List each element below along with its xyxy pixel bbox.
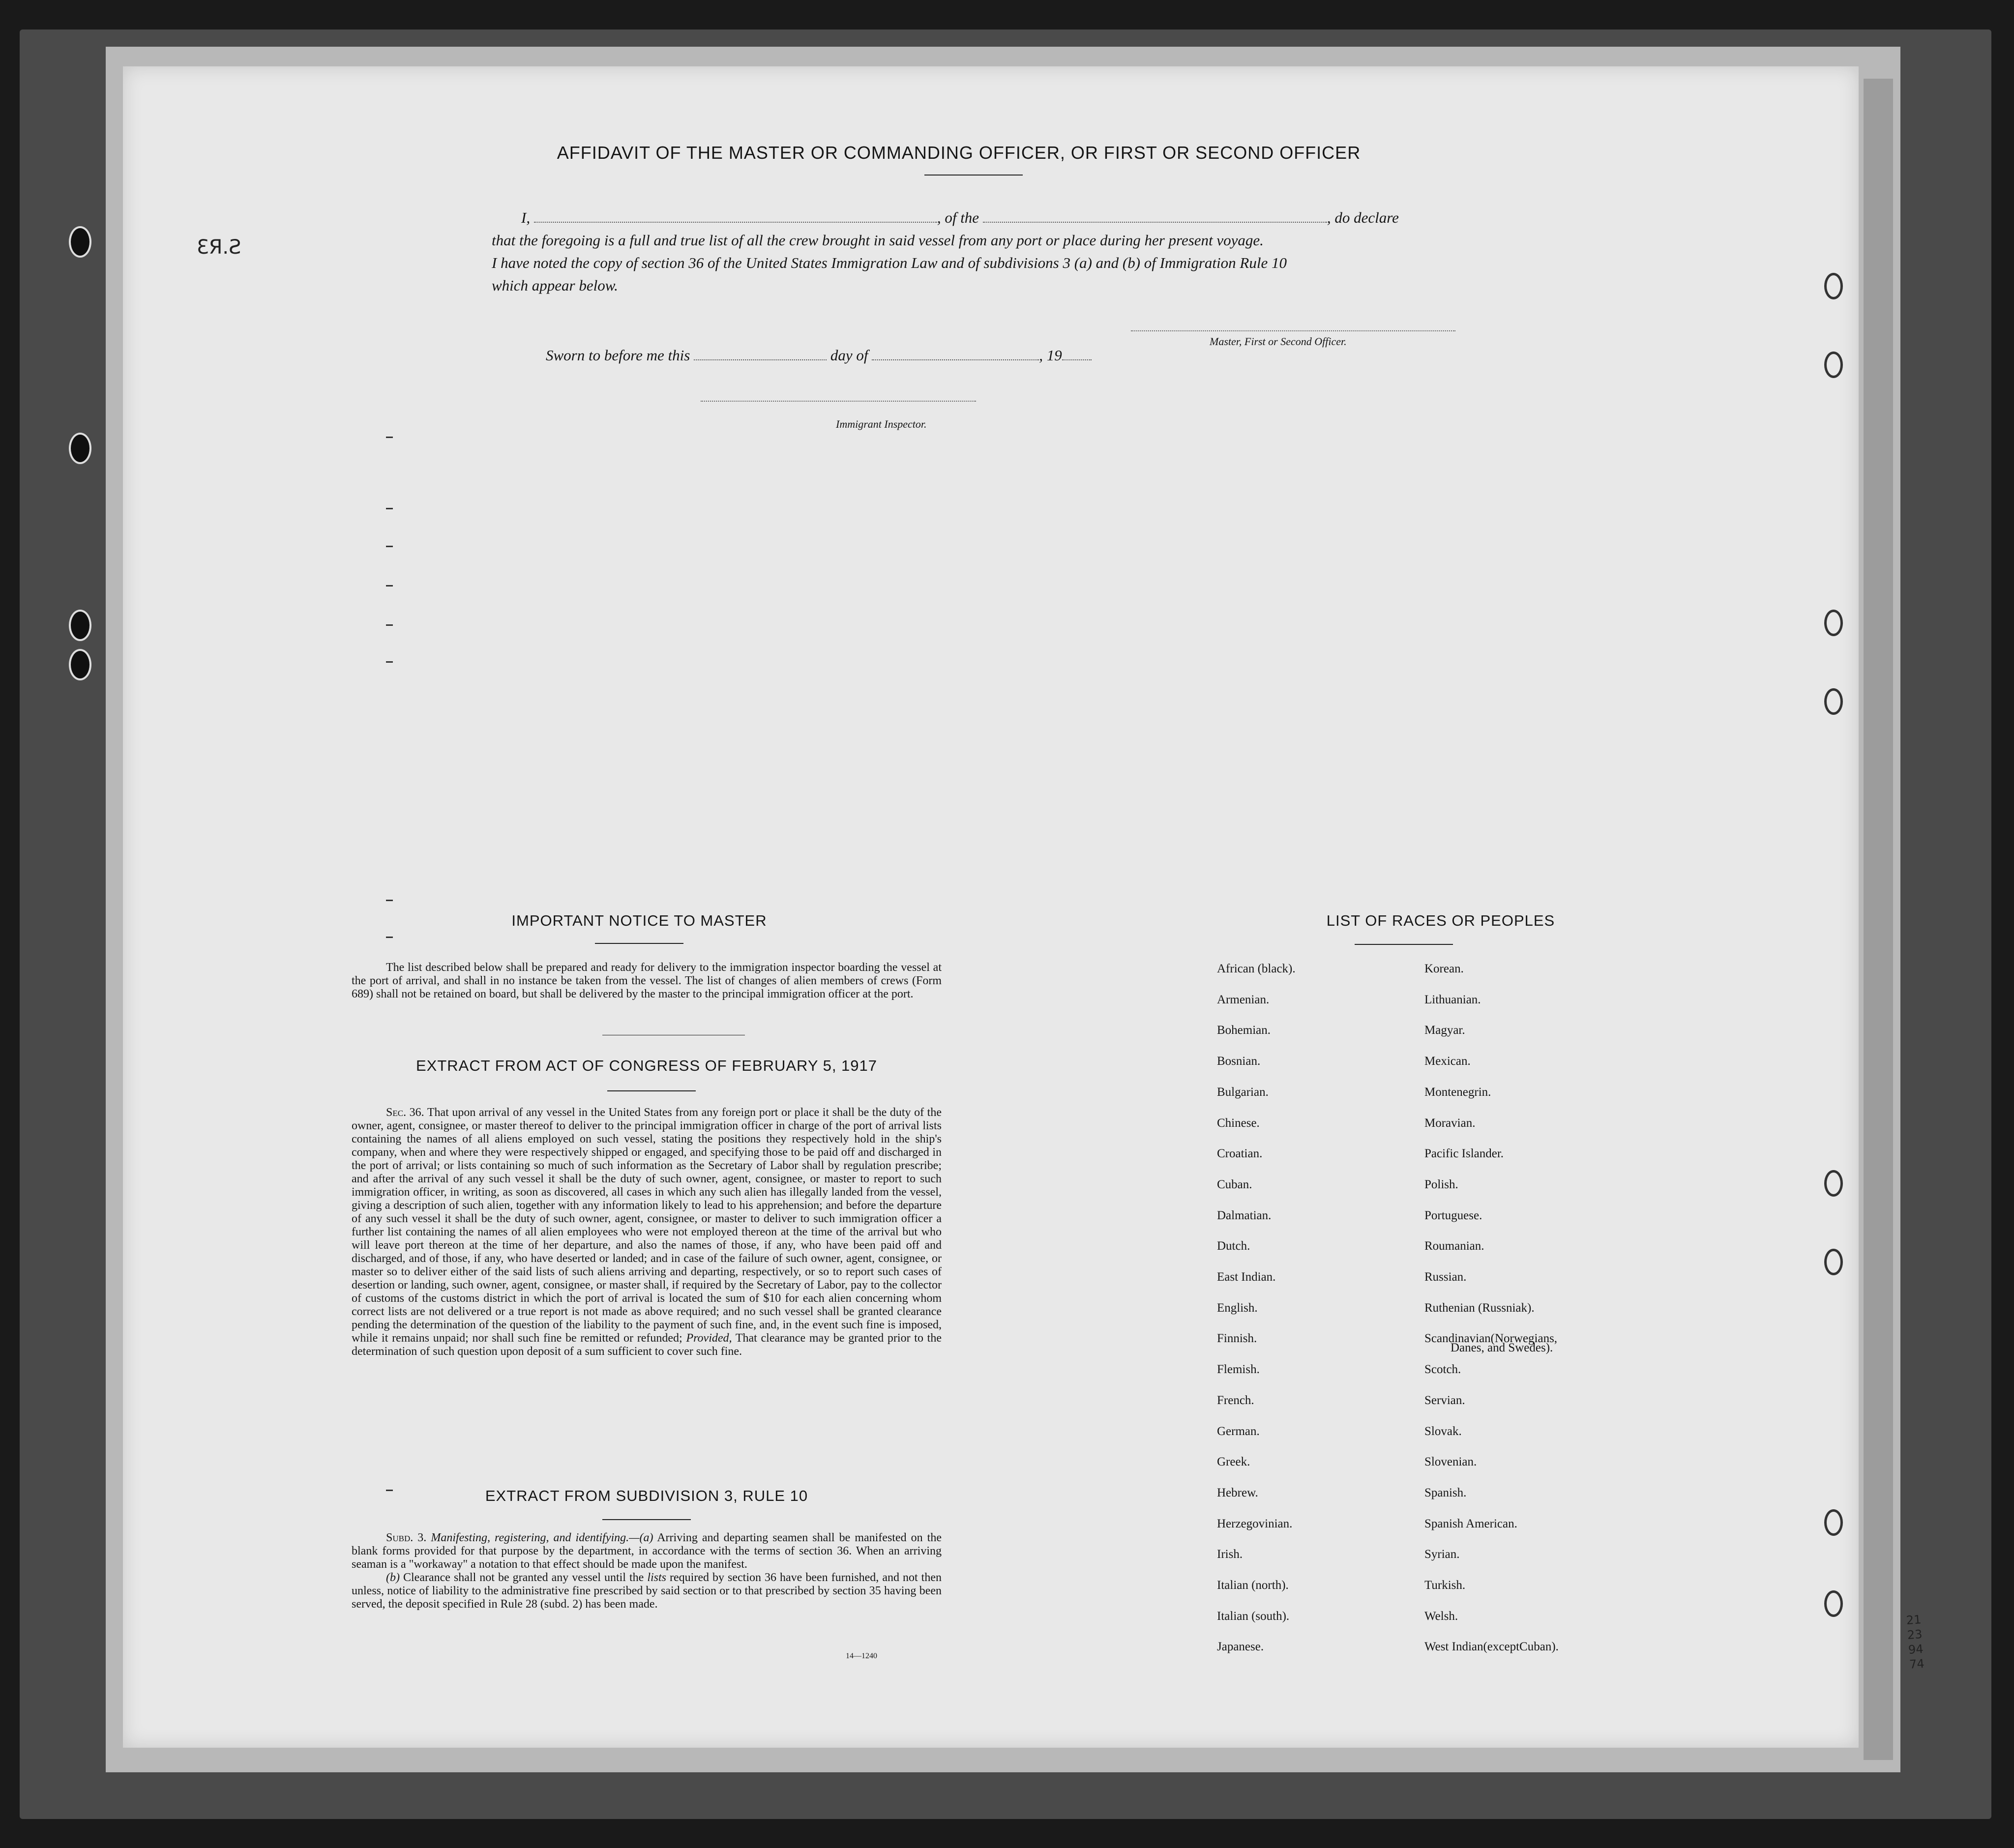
race-item: Hebrew. — [1217, 1486, 1258, 1499]
punch-hole — [1824, 610, 1843, 636]
race-item: Irish. — [1217, 1548, 1243, 1561]
race-item: African (black). — [1217, 962, 1296, 975]
row-dash — [386, 900, 393, 901]
punch-hole — [1824, 688, 1843, 715]
punch-hole — [1824, 352, 1843, 378]
punch-hole — [1824, 1170, 1843, 1197]
subdivision-b-text-2: required by section 36 have been furnished, and not then unless, notice of liability to the administrative fine prescribed by said section or to that prescribed by section 35 having been served, the deposit specified in Rule 28 (subd. 2) has been made. — [352, 1571, 942, 1611]
race-continuation: Danes, and Swedes). — [1451, 1341, 1553, 1354]
row-dash — [386, 546, 393, 547]
notice-body — [352, 961, 942, 1001]
race-item: Magyar. — [1424, 1024, 1465, 1037]
race-item: Moravian. — [1424, 1116, 1476, 1130]
subdivision-rule — [602, 1519, 691, 1520]
race-item: Spanish American. — [1424, 1517, 1517, 1530]
race-item: Servian. — [1424, 1394, 1465, 1407]
race-item: Ruthenian (Russniak). — [1424, 1301, 1535, 1315]
race-item: Turkish. — [1424, 1579, 1466, 1592]
race-item: Slovak. — [1424, 1425, 1462, 1438]
race-item: Finnish. — [1217, 1332, 1257, 1345]
sworn-day-field[interactable] — [694, 348, 827, 360]
sworn-label: Sworn to before me this — [546, 347, 690, 364]
race-item: Dutch. — [1217, 1239, 1250, 1253]
sworn-line — [546, 347, 1092, 364]
declaration-line-4: which appear below. — [492, 277, 618, 294]
year-label: , 19 — [1039, 347, 1062, 364]
act-rule — [607, 1090, 696, 1091]
race-item: German. — [1217, 1425, 1260, 1438]
punch-hole — [1824, 1509, 1843, 1536]
inspector-signature-label: Immigrant Inspector. — [836, 418, 927, 430]
race-item: Bosnian. — [1217, 1055, 1261, 1068]
race-item: Roumanian. — [1424, 1239, 1484, 1253]
punch-hole — [1824, 1249, 1843, 1275]
race-item: Spanish. — [1424, 1486, 1467, 1499]
sworn-month-field[interactable] — [872, 348, 1039, 360]
punch-hole — [1824, 1590, 1843, 1617]
subdivision-b-lists: lists — [647, 1571, 666, 1584]
subdivision-a-text: Arriving and departing seamen shall be manifested on the blank forms provided for that purpose by the department, in accordance with the terms of section 36. When an arriving seaman is a "workaway" a notation to that effect should be made upon the manifest. — [352, 1531, 942, 1571]
row-dash — [386, 508, 393, 509]
binder-hole — [69, 226, 91, 258]
races-rule — [1355, 944, 1453, 945]
races-title: LIST OF RACES OR PEOPLES — [1326, 912, 1555, 929]
margin-mark-left: ƐЯ.Ƨ — [197, 236, 241, 259]
of-the-label: , of the — [937, 209, 979, 226]
day-of-label: day of — [830, 347, 868, 364]
race-item: Dalmatian. — [1217, 1209, 1272, 1222]
race-item: Bohemian. — [1217, 1024, 1271, 1037]
margin-mark-right: 21 23 94 74 — [1905, 1613, 1925, 1672]
declaration-line-3: I have noted the copy of section 36 of the United States Immigration Law and of subdivisions 3 (a) and (b) of Immigration Rule 10 — [492, 254, 1287, 271]
race-item: Italian (north). — [1217, 1579, 1289, 1592]
subdivision-heading: Manifesting, registering, and identifying.—(a) — [431, 1531, 653, 1544]
race-item: Portuguese. — [1424, 1209, 1482, 1222]
act-provided: Provided, — [686, 1332, 732, 1345]
act-provided-text: That clearance may be granted prior to the determination of such question upon deposit of a sum sufficient to cover such fine. — [352, 1332, 942, 1358]
race-item: Bulgarian. — [1217, 1085, 1269, 1099]
binder-hole — [69, 433, 91, 464]
master-signature-line[interactable] — [1131, 330, 1455, 331]
race-item: French. — [1217, 1394, 1254, 1407]
vessel-name-field[interactable] — [983, 210, 1327, 223]
act-section-label: Sec. 36. — [386, 1106, 424, 1119]
row-dash — [386, 661, 393, 663]
subdivision-body — [352, 1531, 942, 1611]
row-dash — [386, 585, 393, 587]
subdivision-b-text-1: Clearance shall not be granted any vessel until the — [403, 1571, 644, 1584]
binder-hole — [69, 649, 91, 680]
race-item: Greek. — [1217, 1455, 1250, 1468]
race-item: Scotch. — [1424, 1363, 1461, 1376]
declaration-line-2: that the foregoing is a full and true list of all the crew brought in said vessel from any port or place during her present voyage. — [492, 232, 1264, 249]
race-item: Lithuanian. — [1424, 993, 1481, 1006]
master-signature-label: Master, First or Second Officer. — [1210, 335, 1347, 348]
form-number: 14—1240 — [846, 1652, 877, 1660]
declarant-name-field[interactable] — [534, 210, 937, 223]
inspector-signature-line[interactable] — [701, 401, 976, 402]
notice-text: The list described below shall be prepared and ready for delivery to the immigration inspector boarding the vessel at the port of arrival, and shall in no instance be taken from the vessel. The list of changes of alien members of crews (Form 689) shall not be retained on board, but shall be delivered by the master to the principal immigration officer at the port. — [352, 961, 942, 1000]
binder-hole — [69, 610, 91, 641]
race-item: English. — [1217, 1301, 1258, 1315]
race-item: Korean. — [1424, 962, 1464, 975]
race-item: Italian (south). — [1217, 1610, 1290, 1623]
race-item: Russian. — [1424, 1270, 1467, 1284]
race-item: Syrian. — [1424, 1548, 1460, 1561]
declaration-line-1 — [492, 206, 1455, 229]
act-title: EXTRACT FROM ACT OF CONGRESS OF FEBRUARY 5, 1917 — [415, 1057, 878, 1074]
race-item: Montenegrin. — [1424, 1085, 1491, 1099]
affidavit-title: AFFIDAVIT OF THE MASTER OR COMMANDING OFFICER, OR FIRST OR SECOND OFFICER — [557, 143, 1361, 163]
race-item: Slovenian. — [1424, 1455, 1477, 1468]
race-item: Flemish. — [1217, 1363, 1260, 1376]
notice-rule — [595, 943, 683, 944]
race-item: Cuban. — [1217, 1178, 1252, 1191]
race-item: Chinese. — [1217, 1116, 1260, 1130]
row-dash — [386, 437, 393, 438]
punch-hole — [1824, 273, 1843, 299]
race-item: Armenian. — [1217, 993, 1270, 1006]
race-item: Japanese. — [1217, 1640, 1264, 1653]
subdivision-para-a — [352, 1531, 942, 1571]
race-item: Croatian. — [1217, 1147, 1263, 1160]
row-dash — [386, 937, 393, 938]
declarant-prefix: I, — [521, 209, 531, 226]
race-item: Welsh. — [1424, 1610, 1458, 1623]
subdivision-para-b — [352, 1571, 942, 1611]
race-item: Scandinavian(Norwegians, — [1424, 1332, 1558, 1345]
page-edge — [1864, 79, 1893, 1760]
race-item: Polish. — [1424, 1178, 1458, 1191]
race-item: Herzegovinian. — [1217, 1517, 1293, 1530]
sworn-year-field[interactable] — [1062, 348, 1092, 360]
act-text: That upon arrival of any vessel in the United States from any foreign port or place it shall be the duty of the owner, agent, consignee, or master thereof to deliver to the principal immigration officer in charge of the port of arrival lists containing the names of all aliens employed on such vessel, stating the positions they respectively hold in the ship's company, when and where they were respectively shipped or engaged, and specifying those to be paid off and discharged in the port of arrival; or lists containing so much of such information as the Secretary of Labor shall by regulation prescribe; and after the arrival of any such vessel it shall be the duty of such owner, agent, consignee, or master to report to such immigration officer, in writing, as soon as discovered, all cases in which any such alien has illegally landed from the vessel, giving a description of such alien, together with any information likely to lead to his apprehension; and before the departure of any such vessel it shall be the duty of such owner, agent, consignee, or master to deliver to such immigration officer a further list containing the names of all alien employees who were not employed thereon at the time of the arrival but who will leave port thereon at the time of her departure, and also the names of those, if any, who have been paid off and discharged, and of those, if any, who have deserted or landed; and in case of the failure of such owner, agent, consignee, or master so to deliver either of the said lists of such aliens arriving and departing, respectively, or so to report such cases of desertion or landing, such owner, agent, consignee, or master shall, if required by the Secretary of Labor, pay to the collector of customs of the customs district in which the port of arrival is located the sum of $10 for each alien concerning whom correct lists are not delivered or a true report is not made as above required; and no such vessel shall be granted clearance pending the determination of the question of the liability to the payment of such fine, and, in the event such fine is imposed, while it remains unpaid; nor shall such fine be remitted or refunded; — [352, 1106, 942, 1345]
act-body — [352, 1106, 942, 1358]
race-item: West Indian(exceptCuban). — [1424, 1640, 1559, 1653]
affidavit-declaration — [492, 206, 1455, 297]
race-item: Mexican. — [1424, 1055, 1471, 1068]
race-item: Pacific Islander. — [1424, 1147, 1504, 1160]
subdivision-b-label: (b) — [386, 1571, 400, 1584]
row-dash — [386, 624, 393, 626]
do-declare-label: , do declare — [1327, 209, 1399, 226]
notice-title: IMPORTANT NOTICE TO MASTER — [511, 912, 767, 929]
title-rule — [924, 175, 1023, 176]
subdivision-title: EXTRACT FROM SUBDIVISION 3, RULE 10 — [485, 1487, 808, 1504]
subdivision-label: Subd. 3. — [386, 1531, 427, 1544]
race-item: East Indian. — [1217, 1270, 1276, 1284]
